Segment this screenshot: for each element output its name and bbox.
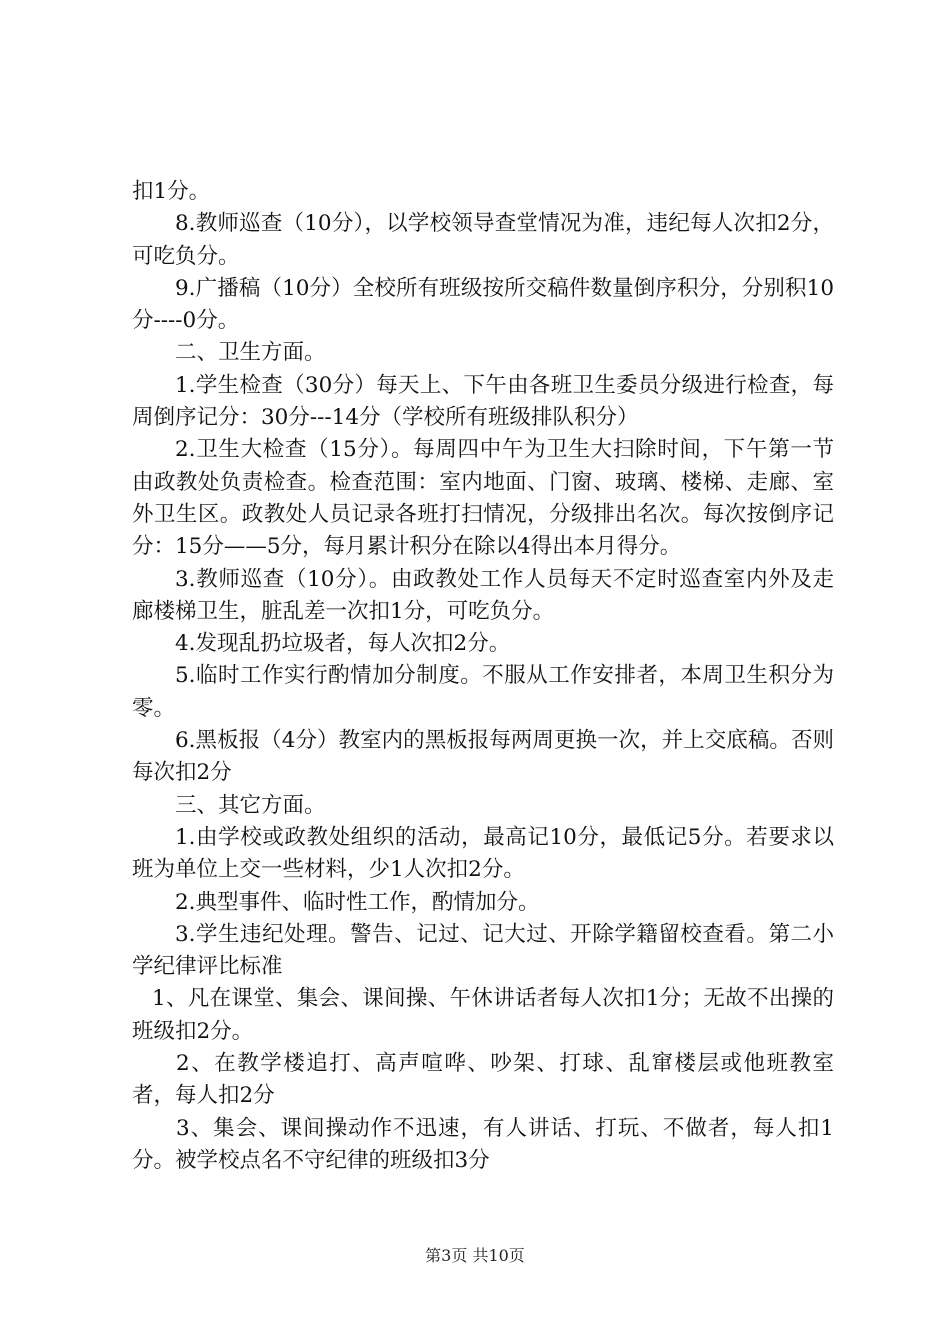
paragraph-rule-2: 2、在教学楼追打、高声喧哗、吵架、打球、乱窜楼层或他班教室者，每人扣2分 <box>132 1051 834 1109</box>
paragraph-other-item-2: 2.典型事件、临时性工作，酌情加分。 <box>175 889 540 915</box>
page-number-footer: 第3页 共10页 <box>425 1246 525 1265</box>
paragraph-other-item-1: 1.由学校或政教处组织的活动，最高记10分，最低记5分。若要求以班为单位上交一些材料，少1人次扣2分。 <box>132 824 834 883</box>
document-body <box>132 176 834 1177</box>
paragraph-hygiene-item-4: 4.发现乱扔垃圾者，每人次扣2分。 <box>175 631 511 657</box>
paragraph-hygiene-item-1: 1.学生检查（30分）每天上、下午由各班卫生委员分级进行检查，每周倒序记分：30分---14分（学校所有班级排队积分） <box>132 372 834 431</box>
paragraph-hygiene-item-2: 2.卫生大检查（15分）。每周四中午为卫生大扫除时间，下午第一节由政教处负责检查。检查范围：室内地面、门窗、玻璃、楼梯、走廊、室外卫生区。政教处人员记录各班打扫情况，分级排出名次。每次按倒序记分：15分——5分，每月累计积分在除以4得出本月得分。 <box>132 437 834 560</box>
paragraph-hygiene-item-5: 5.临时工作实行酌情加分制度。不服从工作安排者，本周卫生积分为零。 <box>132 663 834 721</box>
paragraph-continuation: 扣1分。 <box>132 179 211 204</box>
paragraph-rule-1: 1、凡在课堂、集会、课间操、午休讲话者每人次扣1分；无故不出操的班级扣2分。 <box>132 986 834 1044</box>
paragraph-discipline-item-8: 8.教师巡查（10分），以学校领导查堂情况为准，违纪每人次扣2分，可吃负分。 <box>132 211 834 269</box>
paragraph-hygiene-item-3: 3.教师巡查（10分）。由政教处工作人员每天不定时巡查室内外及走廊楼梯卫生，脏乱差一次扣1分，可吃负分。 <box>132 566 834 624</box>
paragraph-discipline-item-9: 9.广播稿（10分）全校所有班级按所交稿件数量倒序积分，分别积10分----0分。 <box>132 275 834 334</box>
paragraph-hygiene-item-6: 6.黑板报（4分）教室内的黑板报每两周更换一次，并上交底稿。否则每次扣2分 <box>132 728 834 786</box>
section-heading-other: 三、其它方面。 <box>175 792 326 818</box>
paragraph-rule-3: 3、集会、课间操动作不迅速，有人讲话、打玩、不做者，每人扣1分。被学校点名不守纪律的班级扣3分 <box>132 1115 834 1173</box>
paragraph-other-item-3: 3.学生违纪处理。警告、记过、记大过、开除学籍留校查看。第二小学纪律评比标准 <box>132 921 834 980</box>
section-heading-hygiene: 二、卫生方面。 <box>175 340 326 366</box>
